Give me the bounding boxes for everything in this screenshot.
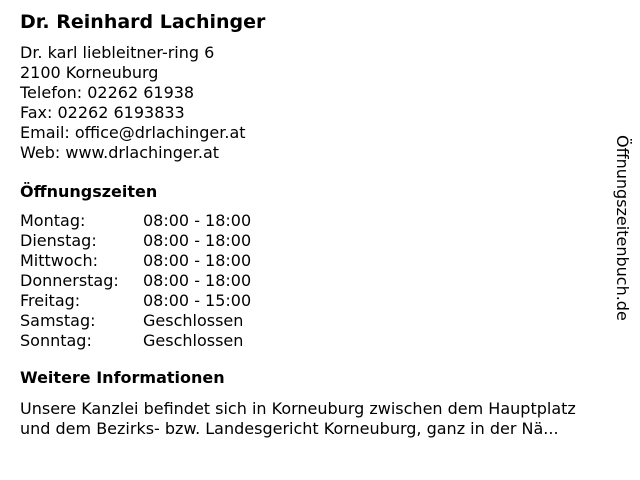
further-info-text [20,399,625,439]
further-info-heading: Weitere Informationen [20,368,225,387]
hours-day: Montag: [20,211,86,230]
hours-time: 08:00 - 18:00 [143,231,252,250]
hours-day: Sonntag: [20,331,92,350]
business-name: Dr. Reinhard Lachinger [20,11,266,33]
hours-row [20,251,610,271]
hours-time: 08:00 - 18:00 [143,211,252,230]
opening-hours-table [20,211,610,351]
site-watermark: Öffnungszeitenbuch.de [613,135,632,321]
hours-day: Mittwoch: [20,251,98,270]
further-info-line: Unsere Kanzlei befindet sich in Korneuburg zwischen dem Hauptplatz [20,399,576,418]
further-info-line: und dem Bezirks- bzw. Landesgericht Korneuburg, ganz in der Nä... [20,419,559,438]
contact-block [20,43,610,163]
hours-time: 08:00 - 18:00 [143,251,252,270]
hours-row [20,311,610,331]
hours-day: Dienstag: [20,231,97,250]
hours-time: Geschlossen [143,331,244,350]
hours-day: Samstag: [20,311,96,330]
hours-time: Geschlossen [143,311,244,330]
hours-row [20,211,610,231]
hours-time: 08:00 - 15:00 [143,291,252,310]
street-address: Dr. karl liebleitner-ring 6 [20,43,215,62]
hours-row [20,271,610,291]
hours-row [20,231,610,251]
hours-row [20,291,610,311]
opening-hours-heading: Öffnungszeiten [20,182,158,201]
hours-day: Freitag: [20,291,81,310]
city-address: 2100 Korneuburg [20,63,159,82]
hours-day: Donnerstag: [20,271,119,290]
email-address: Email: office@drlachinger.at [20,123,246,142]
phone-number: Telefon: 02262 61938 [20,83,195,102]
business-card [20,10,610,439]
hours-row [20,331,610,351]
fax-number: Fax: 02262 6193833 [20,103,185,122]
hours-time: 08:00 - 18:00 [143,271,252,290]
website-address: Web: www.drlachinger.at [20,143,220,162]
